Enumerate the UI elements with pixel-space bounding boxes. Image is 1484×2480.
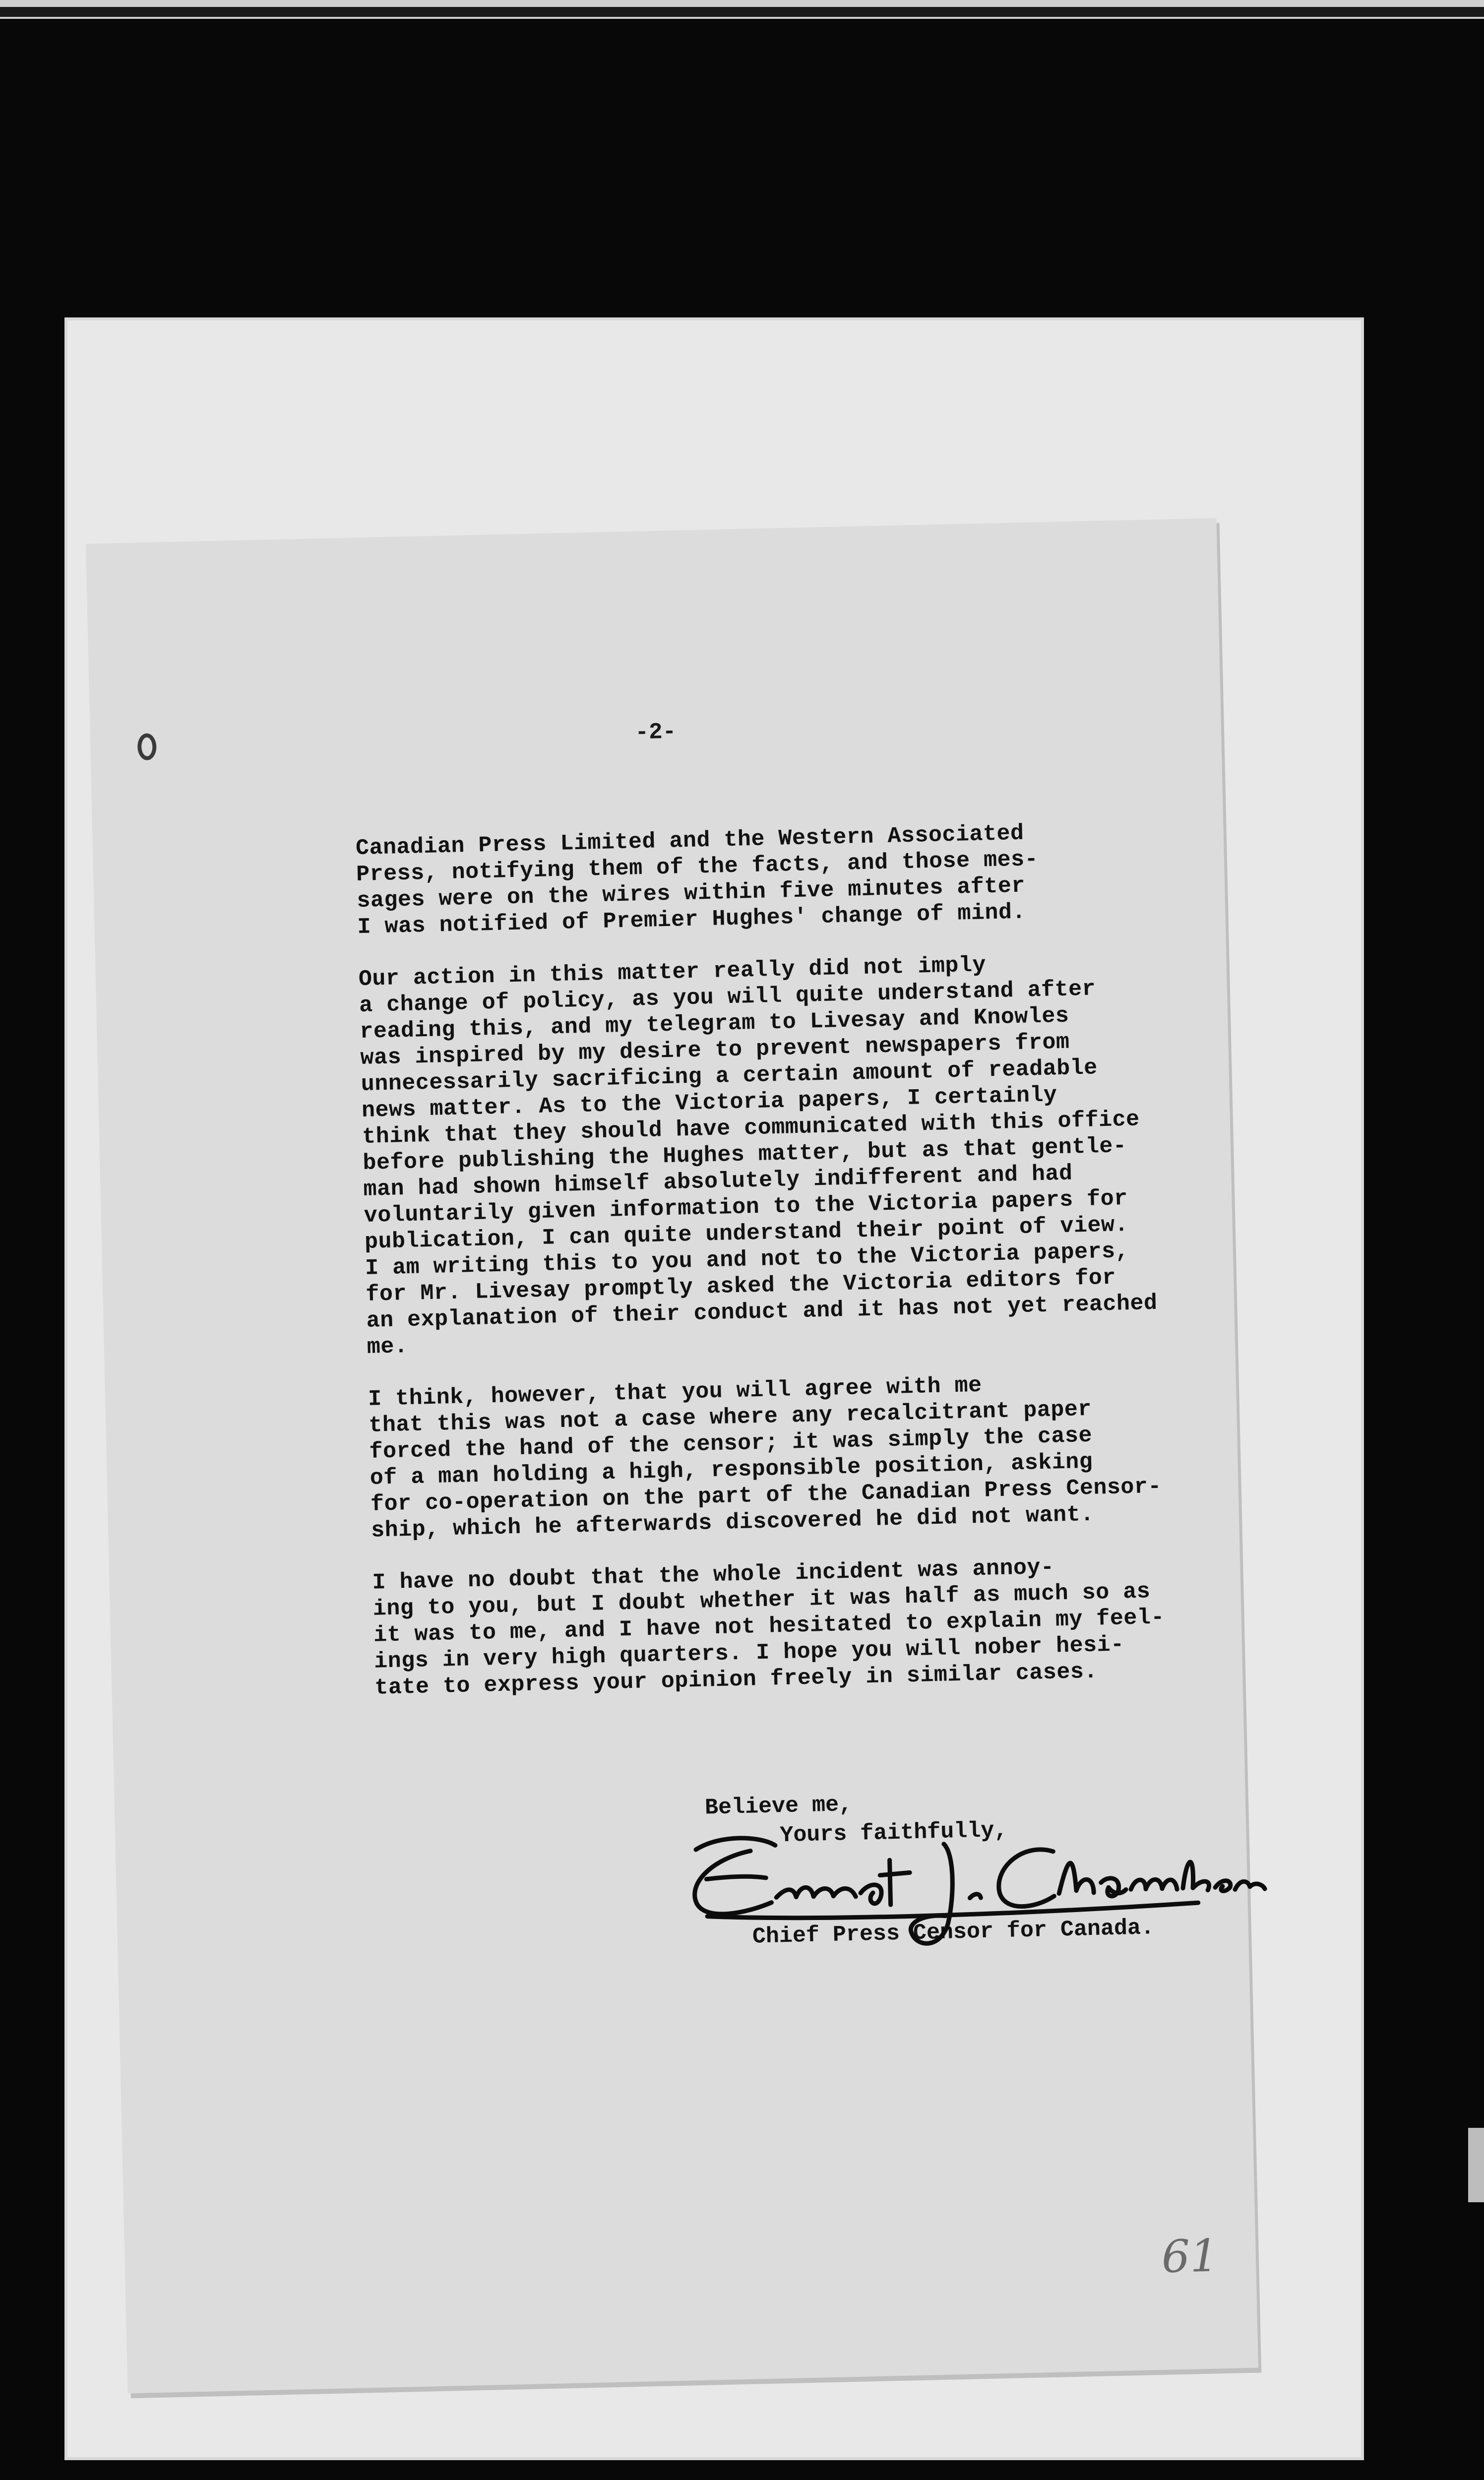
paragraph-1: Canadian Press Limited and the Western Associated Press, notifying them of the facts, and those mes- sages were on the wires within five minutes after I was notified of Premier Hughes' change of mind. [355,820,1039,940]
paragraph-2: Our action in this matter really did not imply a change of policy, as you will quite understand after reading this, and my telegram to Livesay and Knowles was inspired by my desire to prevent newspapers from unnecessarily sacrificing a certain amount of readable news matter. As to the Victoria papers, I certainly think that they should have communicated with this office before publishing the Hughes matter, but as that gentle- man had shown himself absolutely indifferent and had voluntarily given information to the Victoria papers for publication, I can quite understand their point of view. I am writing this to you and not to the Victoria papers, for Mr. Livesay promptly asked the Victoria editors for an explanation of their conduct and it has not yet reached me. [358,952,1158,1360]
letter-page [86,518,1258,2394]
letter-body [355,816,1208,1727]
paragraph-3: I think, however, that you will agree with me that this was not a case where any recalcitrant paper forced the hand of the censor; it was simply the case of a man holding a high, responsible position, asking for co-operation on the part of the Canadian Press Censor- ship, which he afterwards discovered he did not want. [368,1372,1162,1544]
paragraph-4: I have no doubt that the whole incident was annoy- ing to you, but I doubt whether it was half as much so as it was to me, and I have not hesitated to explain my feel- ings in very high quarters. I hope you will nober hesi- tate to express your opinion freely in similar cases. [372,1554,1165,1701]
page-number: -2- [634,719,677,746]
folio-number: 61 [1161,2230,1219,2284]
edge-tab [1468,2128,1484,2202]
film-edge-top [0,0,1484,19]
closing-believe: Believe me, [704,1792,853,1821]
handwritten-signature [676,1817,1274,1959]
letter-closing [705,1783,1254,1951]
closing-faithfully: Yours faithfully, [779,1817,1008,1849]
closing-title: Chief Press Censor for Canada. [752,1915,1155,1950]
